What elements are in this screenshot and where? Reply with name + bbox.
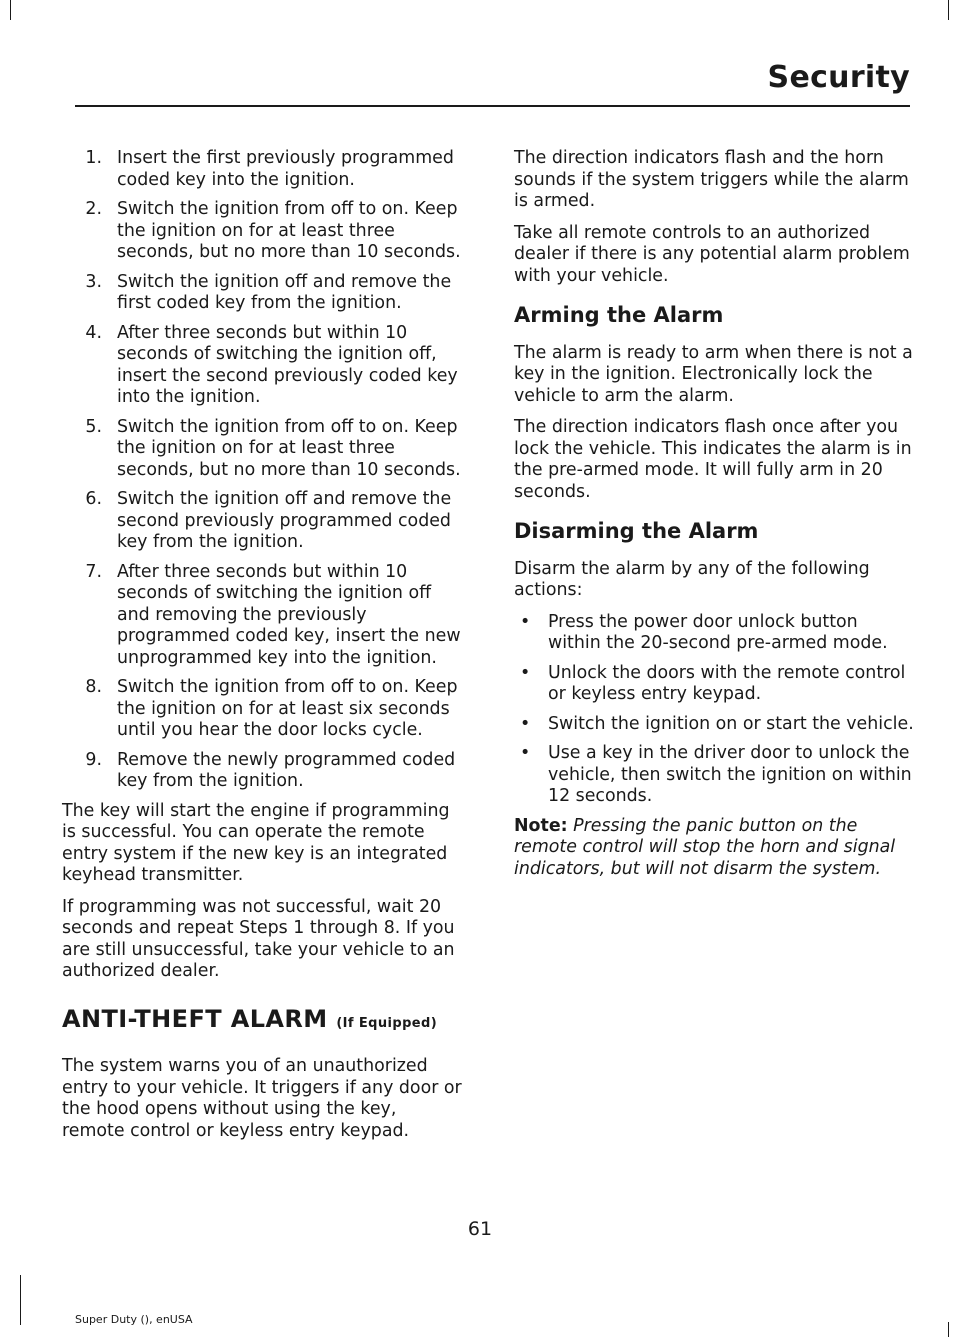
footer-doc-info: Super Duty (), enUSA xyxy=(75,1313,193,1326)
paragraph-disarming-intro: Disarm the alarm by any of the following actions: xyxy=(514,558,870,600)
section-qualifier: (If Equipped) xyxy=(336,1015,438,1031)
bullet-icon: • xyxy=(520,743,531,763)
paragraph-dealer: Take all remote controls to an authorized dealer if there is any potential alarm problem with your vehicle. xyxy=(514,222,910,286)
bullet-icon: • xyxy=(520,662,531,683)
note xyxy=(514,816,914,881)
crop-mark-top-right xyxy=(948,0,949,20)
list-item: 8. Switch the ignition from off to on. Keep the ignition on for at least six seconds until you hear the door locks cycle. xyxy=(85,677,458,740)
bullet-icon: • xyxy=(520,611,531,632)
paragraph-arming-2: The direction indicators flash once after you lock the vehicle. This indicates the alarm is in the pre-armed mode. It will fully arm in 20 seconds. xyxy=(514,417,912,502)
crop-mark-bottom-right xyxy=(948,1322,949,1337)
list-item: 6. Switch the ignition off and remove the second previously programmed coded key from the ignition. xyxy=(85,489,452,552)
note-text: Pressing the panic button on the remote control will stop the horn and signal indicators, but will not disarm the system. xyxy=(514,815,896,879)
list-item: 4. After three seconds but within 10 seconds of switching the ignition off, insert the second previously coded key into the ignition. xyxy=(85,322,458,407)
list-item: 1. Insert the first previously programmed coded key into the ignition. xyxy=(85,148,454,190)
page-title: Security xyxy=(767,60,910,95)
bullet-icon: • xyxy=(520,713,531,734)
paragraph-alarm-intro: The system warns you of an unauthorized entry to your vehicle. It triggers if any door or the hood opens without using the key, remote control or keyless entry keypad. xyxy=(62,1056,462,1141)
left-column xyxy=(62,148,462,1152)
disarm-actions xyxy=(514,612,914,808)
disarming-heading: Disarming the Alarm xyxy=(514,519,759,543)
list-item: 3. Switch the ignition off and remove the first coded key from the ignition. xyxy=(85,271,452,313)
list-item: • Unlock the doors with the remote control or keyless entry keypad. xyxy=(520,662,906,704)
list-item: 5. Switch the ignition from off to on. Keep the ignition on for at least three seconds, but no more than 10 seconds. xyxy=(85,416,461,480)
list-item: • Use a key in the driver door to unlock the vehicle, then switch the ignition on within 12 seconds. xyxy=(520,743,912,806)
programming-steps xyxy=(62,148,462,793)
page-number: 61 xyxy=(467,1218,493,1240)
footer-divider xyxy=(20,1275,21,1325)
section-heading xyxy=(62,1004,462,1035)
list-item: 9. Remove the newly programmed coded key from the ignition. xyxy=(85,749,456,791)
paragraph-success: The key will start the engine if programming is successful. You can operate the remote entry system if the new key is an integrated keyhead transmitter. xyxy=(62,800,450,885)
right-column xyxy=(514,148,914,890)
arming-heading: Arming the Alarm xyxy=(514,303,724,327)
list-item: 2. Switch the ignition from off to on. Keep the ignition on for at least three seconds, but no more than 10 seconds. xyxy=(85,199,461,262)
note-label: Note: xyxy=(514,815,568,836)
list-item: 7. After three seconds but within 10 seconds of switching the ignition off and removing the previously programmed coded key, insert the new unprogrammed key into the ignition. xyxy=(85,561,461,668)
section-title: ANTI-THEFT ALARM xyxy=(62,1004,328,1033)
paragraph-arming-1: The alarm is ready to arm when there is not a key in the ignition. Electronically lock the vehicle to arm the alarm. xyxy=(514,342,913,406)
paragraph-trigger: The direction indicators flash and the horn sounds if the system triggers while the alarm is armed. xyxy=(514,148,909,211)
crop-mark-top-left xyxy=(10,0,11,20)
list-item: • Switch the ignition on or start the vehicle. xyxy=(520,713,914,734)
header-divider xyxy=(75,105,910,107)
paragraph-unsuccessful: If programming was not successful, wait 20 seconds and repeat Steps 1 through 8. If you are still unsuccessful, take your vehicle to an authorized dealer. xyxy=(62,896,455,981)
list-item: • Press the power door unlock button within the 20-second pre-armed mode. xyxy=(520,611,888,653)
